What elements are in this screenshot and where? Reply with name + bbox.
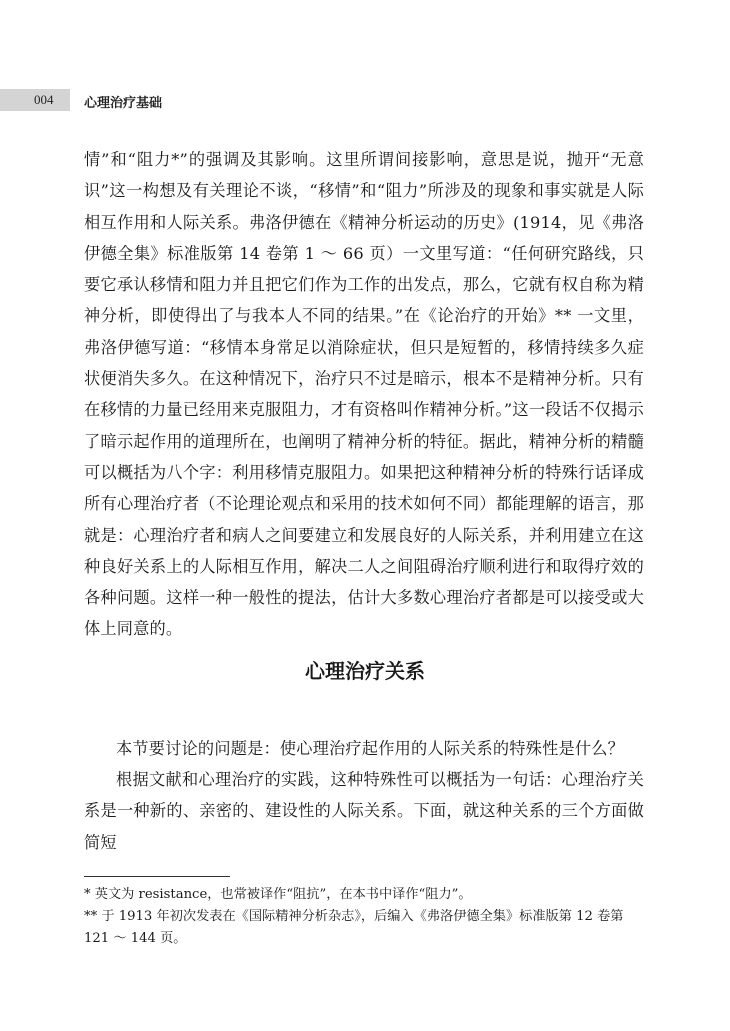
body-paragraph-1: 情”和“阻力*”的强调及其影响。这里所谓间接影响，意思是说，抛开“无意识”这一构想及有关理论不谈，“移情”和“阻力”所涉及的现象和事实就是人际相互作用和人际关系。弗洛伊德在《精神分析运动的历史》(1914，见《弗洛伊德全集》标准版第 14 卷第 1 ～ 66 页）一文里写道：“任何研究路线，只要它承认移情和阻力并且把它们作为工作的出发点，那么，它就有权自称为精神分析，即使得出了与我本人不同的结果。”在《论治疗的开始》** 一文里，弗洛伊德写道：“移情本身常足以消除症状，但只是短暂的，移情持续多久症状便消失多久。在这种情况下，治疗只不过是暗示，根本不是精神分析。只有在移情的力量已经用来克服阻力，才有资格叫作精神分析。”这一段话不仅揭示了暗示起作用的道理所在，也阐明了精神分析的特征。据此，精神分析的精髓可以概括为八个字：利用移情克服阻力。如果把这种精神分析的特殊行话译成所有心理治疗者（不论理论观点和采用的技术如何不同）都能理解的语言，那就是：心理治疗者和病人之间要建立和发展良好的人际关系，并利用建立在这种良好关系上的人际相互作用，解决二人之间阻碍治疗顺利进行和取得疗效的各种问题。这样一种一般性的提法，估计大多数心理治疗者都是可以接受或大体上同意的。 [84,150,644,639]
footnote-2: ** 于 1913 年初次发表在《国际精神分析杂志》，后编入《弗洛伊德全集》标准版第 12 卷第 121 ～ 144 页。 [84,909,624,946]
body-paragraph-3: 根据文献和心理治疗的实践，这种特殊性可以概括为一句话：心理治疗关系是一种新的、亲密的、建设性的人际关系。下面，就这种关系的三个方面做简短 [84,770,644,852]
body-paragraph-2: 本节要讨论的问题是：使心理治疗起作用的人际关系的特殊性是什么？ [116,739,625,758]
footnote-1: * 英文为 resistance，也常被译作“阻抗”，在本书中译作“阻力”。 [84,887,472,902]
running-title: 心理治疗基础 [84,96,163,111]
footnote-divider [84,876,230,877]
section-heading: 心理治疗关系 [305,659,425,683]
page-number: 004 [34,92,54,107]
